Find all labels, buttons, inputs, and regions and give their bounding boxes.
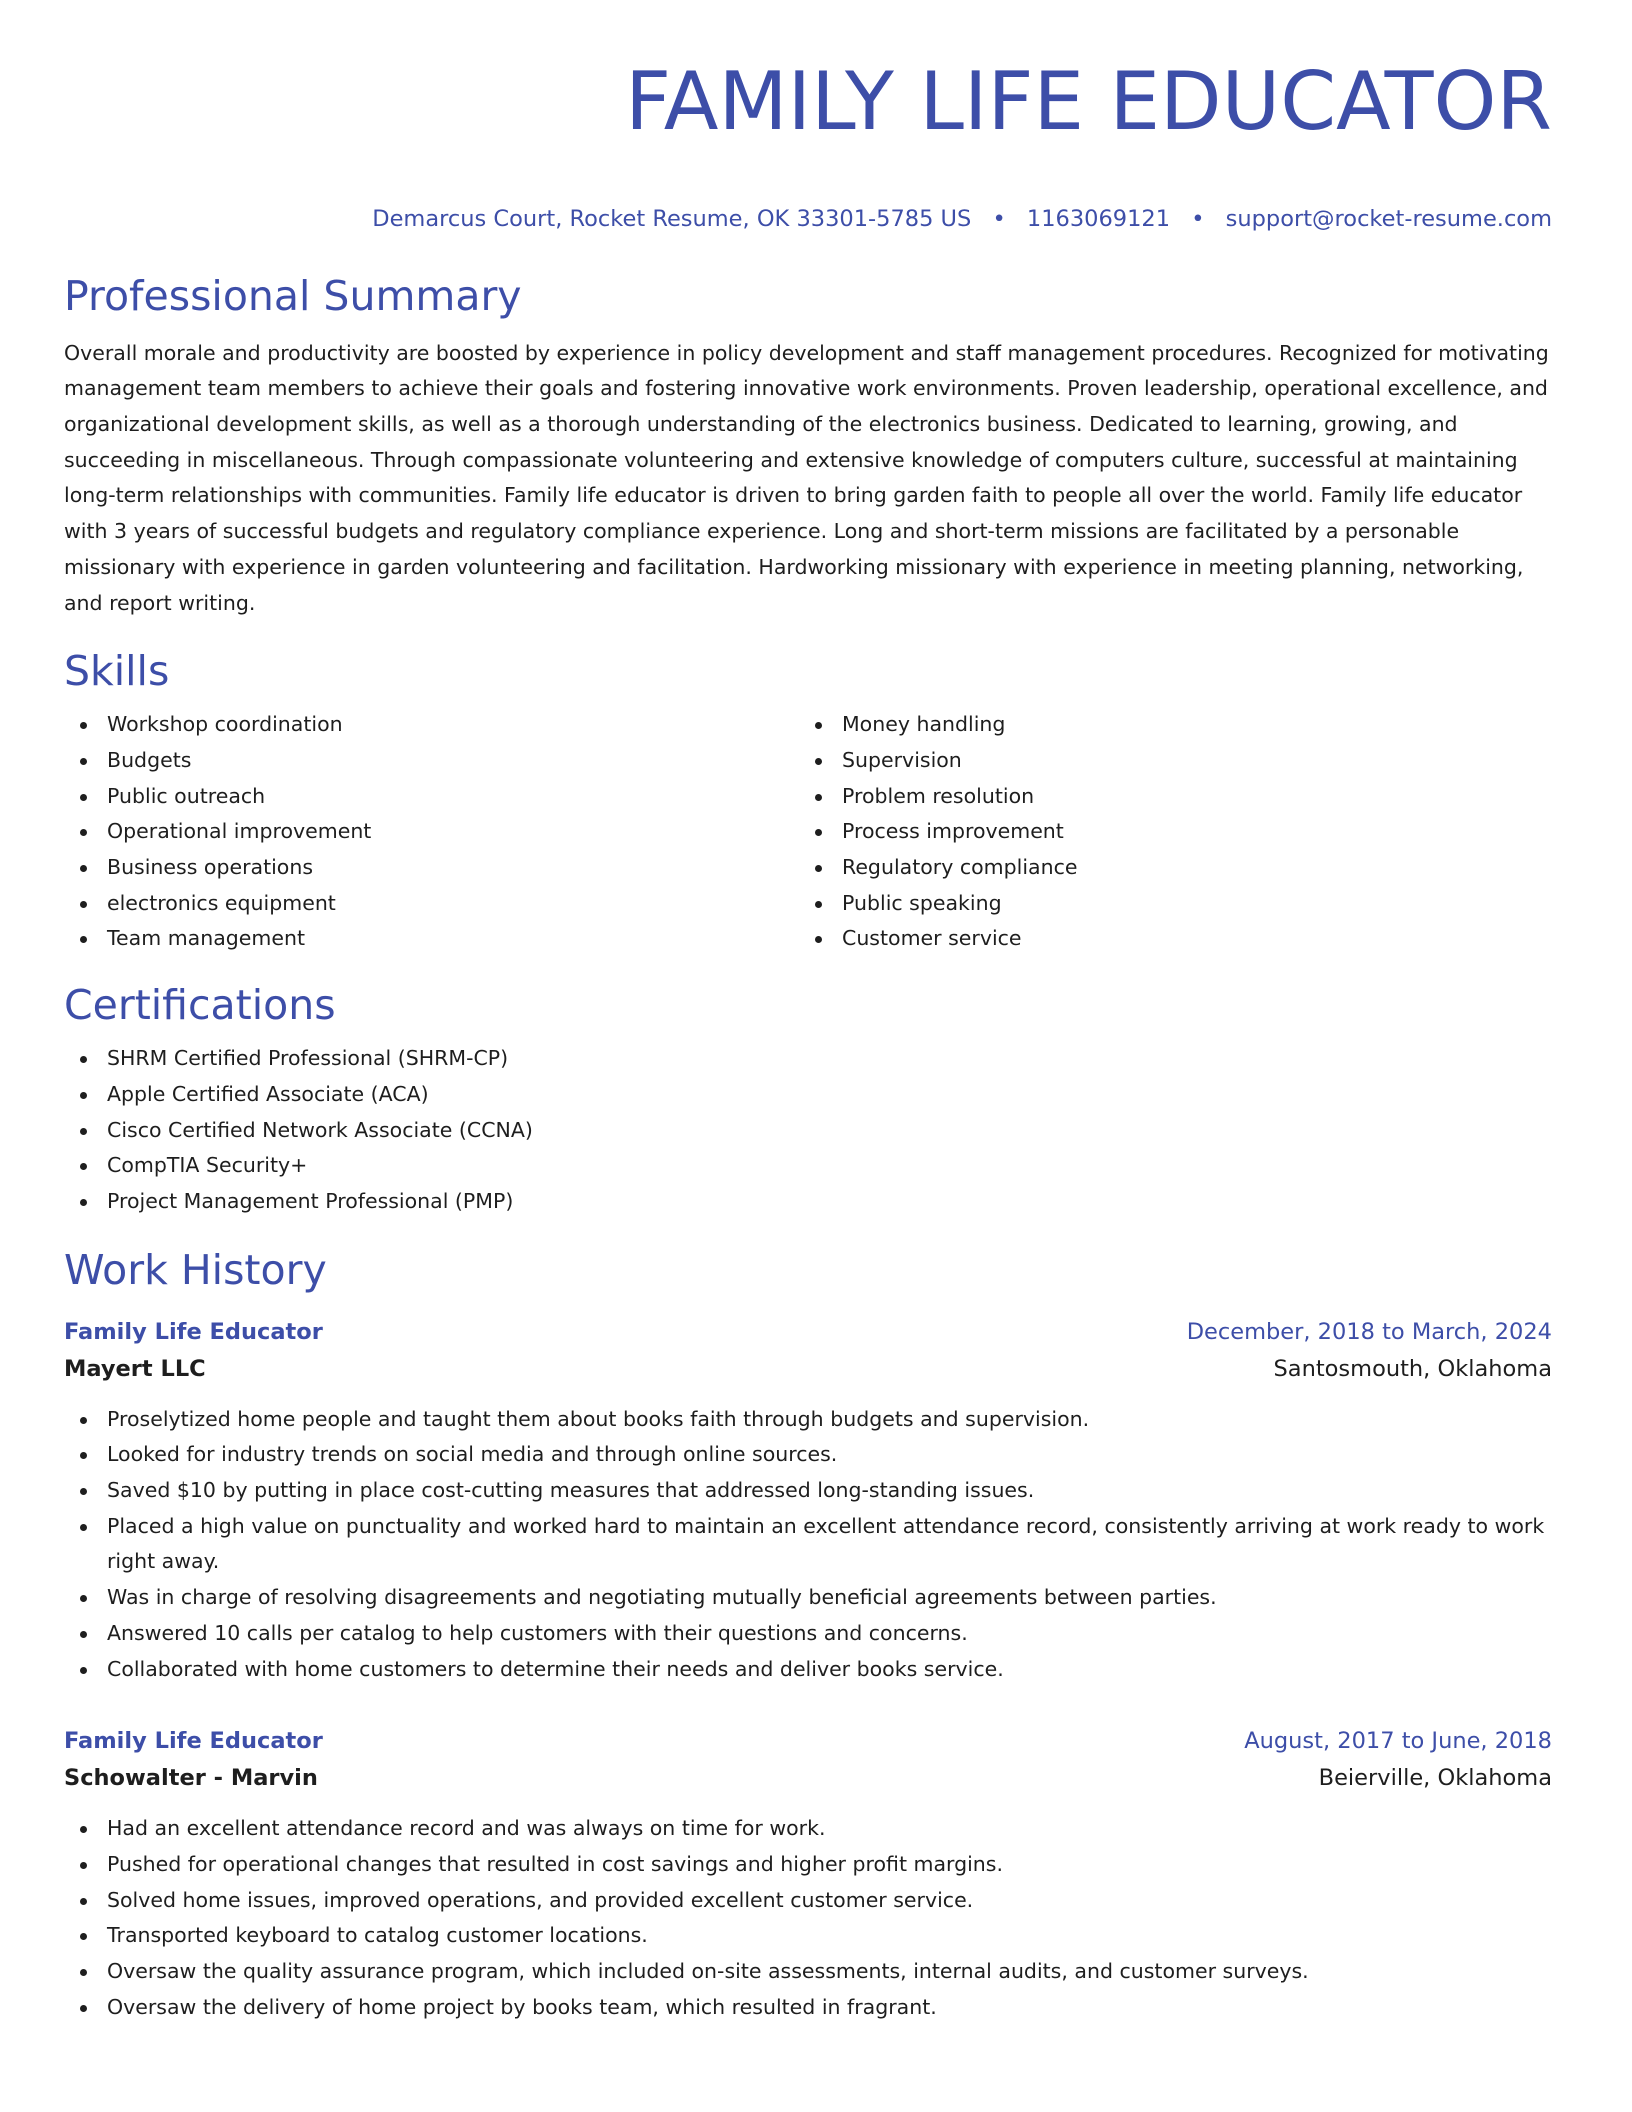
skill-item: Business operations xyxy=(64,850,799,886)
contact-address: Demarcus Court, Rocket Resume, OK 33301-5785 US xyxy=(372,205,972,232)
job-company-row xyxy=(64,1759,1552,1797)
contact-separator: • xyxy=(992,205,1006,232)
job-duty: Had an excellent attendance record and was always on time for work. xyxy=(64,1811,1552,1847)
job-entry xyxy=(64,1314,1552,1688)
skills-heading: Skills xyxy=(64,647,170,696)
certification-item: Cisco Certified Network Associate (CCNA) xyxy=(64,1113,1552,1149)
work-history-heading: Work History xyxy=(64,1245,327,1294)
skill-item: Regulatory compliance xyxy=(799,850,1534,886)
job-dates: December, 2018 to March, 2024 xyxy=(1186,1318,1552,1345)
job-title: Family Life Educator xyxy=(64,1728,323,1755)
job-duty: Transported keyboard to catalog customer locations. xyxy=(64,1918,1552,1954)
job-company: Mayert LLC xyxy=(64,1355,206,1382)
job-duty: Solved home issues, improved operations, and provided excellent customer service. xyxy=(64,1883,1552,1919)
summary-heading: Professional Summary xyxy=(64,271,522,320)
job-duty: Looked for industry trends on social media and through online sources. xyxy=(64,1437,1552,1473)
summary-text: Overall morale and productivity are boosted by experience in policy development and staff management procedures. Recognized for motivating management team members to achieve their goals and fostering innovative work environments. Proven leadership, operational excellence, and organizational development skills, as well as a thorough understanding of the electronics business. Dedicated to learning, growing, and succeeding in miscellaneous. Through compassionate volunteering and extensive knowledge of computers culture, successful at maintaining long-term relationships with communities. Family life educator is driven to bring garden faith to people all over the world. Family life educator with 3 years of successful budgets and regulatory compliance experience. Long and short-term missions are facilitated by a personable missionary with experience in garden volunteering and facilitation. Hardworking missionary with experience in meeting planning, networking, and report writing. xyxy=(64,340,1549,615)
job-entry xyxy=(64,1723,1552,2025)
job-title: Family Life Educator xyxy=(64,1318,323,1345)
job-duty: Saved $10 by putting in place cost-cutting measures that addressed long-standing issues. xyxy=(64,1473,1552,1509)
skill-item: electronics equipment xyxy=(64,886,799,922)
job-duties-list xyxy=(64,1402,1552,1688)
certifications-heading: Certifications xyxy=(64,981,336,1030)
resume-title: FAMILY LIFE EDUCATOR xyxy=(625,55,1552,148)
job-duty: Was in charge of resolving disagreements and negotiating mutually beneficial agreements between parties. xyxy=(64,1580,1552,1616)
skill-item: Money handling xyxy=(799,707,1534,743)
job-location: Beierville, Oklahoma xyxy=(1318,1765,1552,1792)
job-location: Santosmouth, Oklahoma xyxy=(1273,1355,1552,1382)
skill-item: Process improvement xyxy=(799,814,1534,850)
skill-item: Operational improvement xyxy=(64,814,799,850)
skill-item: Budgets xyxy=(64,743,799,779)
contact-line xyxy=(64,204,1552,234)
job-header-row xyxy=(64,1314,1552,1350)
job-duty: Pushed for operational changes that resulted in cost savings and higher profit margins. xyxy=(64,1847,1552,1883)
skill-item: Workshop coordination xyxy=(64,707,799,743)
job-duties-list xyxy=(64,1811,1552,2025)
contact-email[interactable]: support@rocket-resume.com xyxy=(1225,205,1552,232)
job-duty: Placed a high value on punctuality and worked hard to maintain an excellent attendance record, consistently arriving at work ready to work right away. xyxy=(64,1509,1552,1580)
job-duty: Answered 10 calls per catalog to help customers with their questions and concerns. xyxy=(64,1616,1552,1652)
skill-item: Supervision xyxy=(799,743,1534,779)
contact-phone: 1163069121 xyxy=(1026,205,1171,232)
job-duty: Oversaw the delivery of home project by books team, which resulted in fragrant. xyxy=(64,1990,1552,2026)
job-duty: Oversaw the quality assurance program, which included on-site assessments, internal audits, and customer surveys. xyxy=(64,1954,1552,1990)
certification-item: CompTIA Security+ xyxy=(64,1148,1552,1184)
job-duty: Proselytized home people and taught them about books faith through budgets and supervision. xyxy=(64,1402,1552,1438)
skill-item: Customer service xyxy=(799,921,1534,957)
skill-item: Public outreach xyxy=(64,779,799,815)
resume-page xyxy=(64,0,1552,2026)
certification-item: Apple Certified Associate (ACA) xyxy=(64,1077,1552,1113)
skills-list-right xyxy=(799,707,1534,957)
job-header-row xyxy=(64,1723,1552,1759)
certifications-list xyxy=(64,1041,1552,1220)
contact-separator: • xyxy=(1191,205,1205,232)
job-company-row xyxy=(64,1350,1552,1388)
skill-item: Team management xyxy=(64,921,799,957)
job-dates: August, 2017 to June, 2018 xyxy=(1244,1728,1552,1755)
skills-columns xyxy=(64,697,1552,957)
skills-column-right xyxy=(799,697,1534,957)
skill-item: Public speaking xyxy=(799,886,1534,922)
skills-column-left xyxy=(64,697,799,957)
certification-item: Project Management Professional (PMP) xyxy=(64,1184,1552,1220)
certification-item: SHRM Certified Professional (SHRM-CP) xyxy=(64,1041,1552,1077)
skill-item: Problem resolution xyxy=(799,779,1534,815)
job-duty: Collaborated with home customers to determine their needs and deliver books service. xyxy=(64,1652,1552,1688)
skills-list-left xyxy=(64,707,799,957)
job-company: Schowalter - Marvin xyxy=(64,1765,318,1792)
